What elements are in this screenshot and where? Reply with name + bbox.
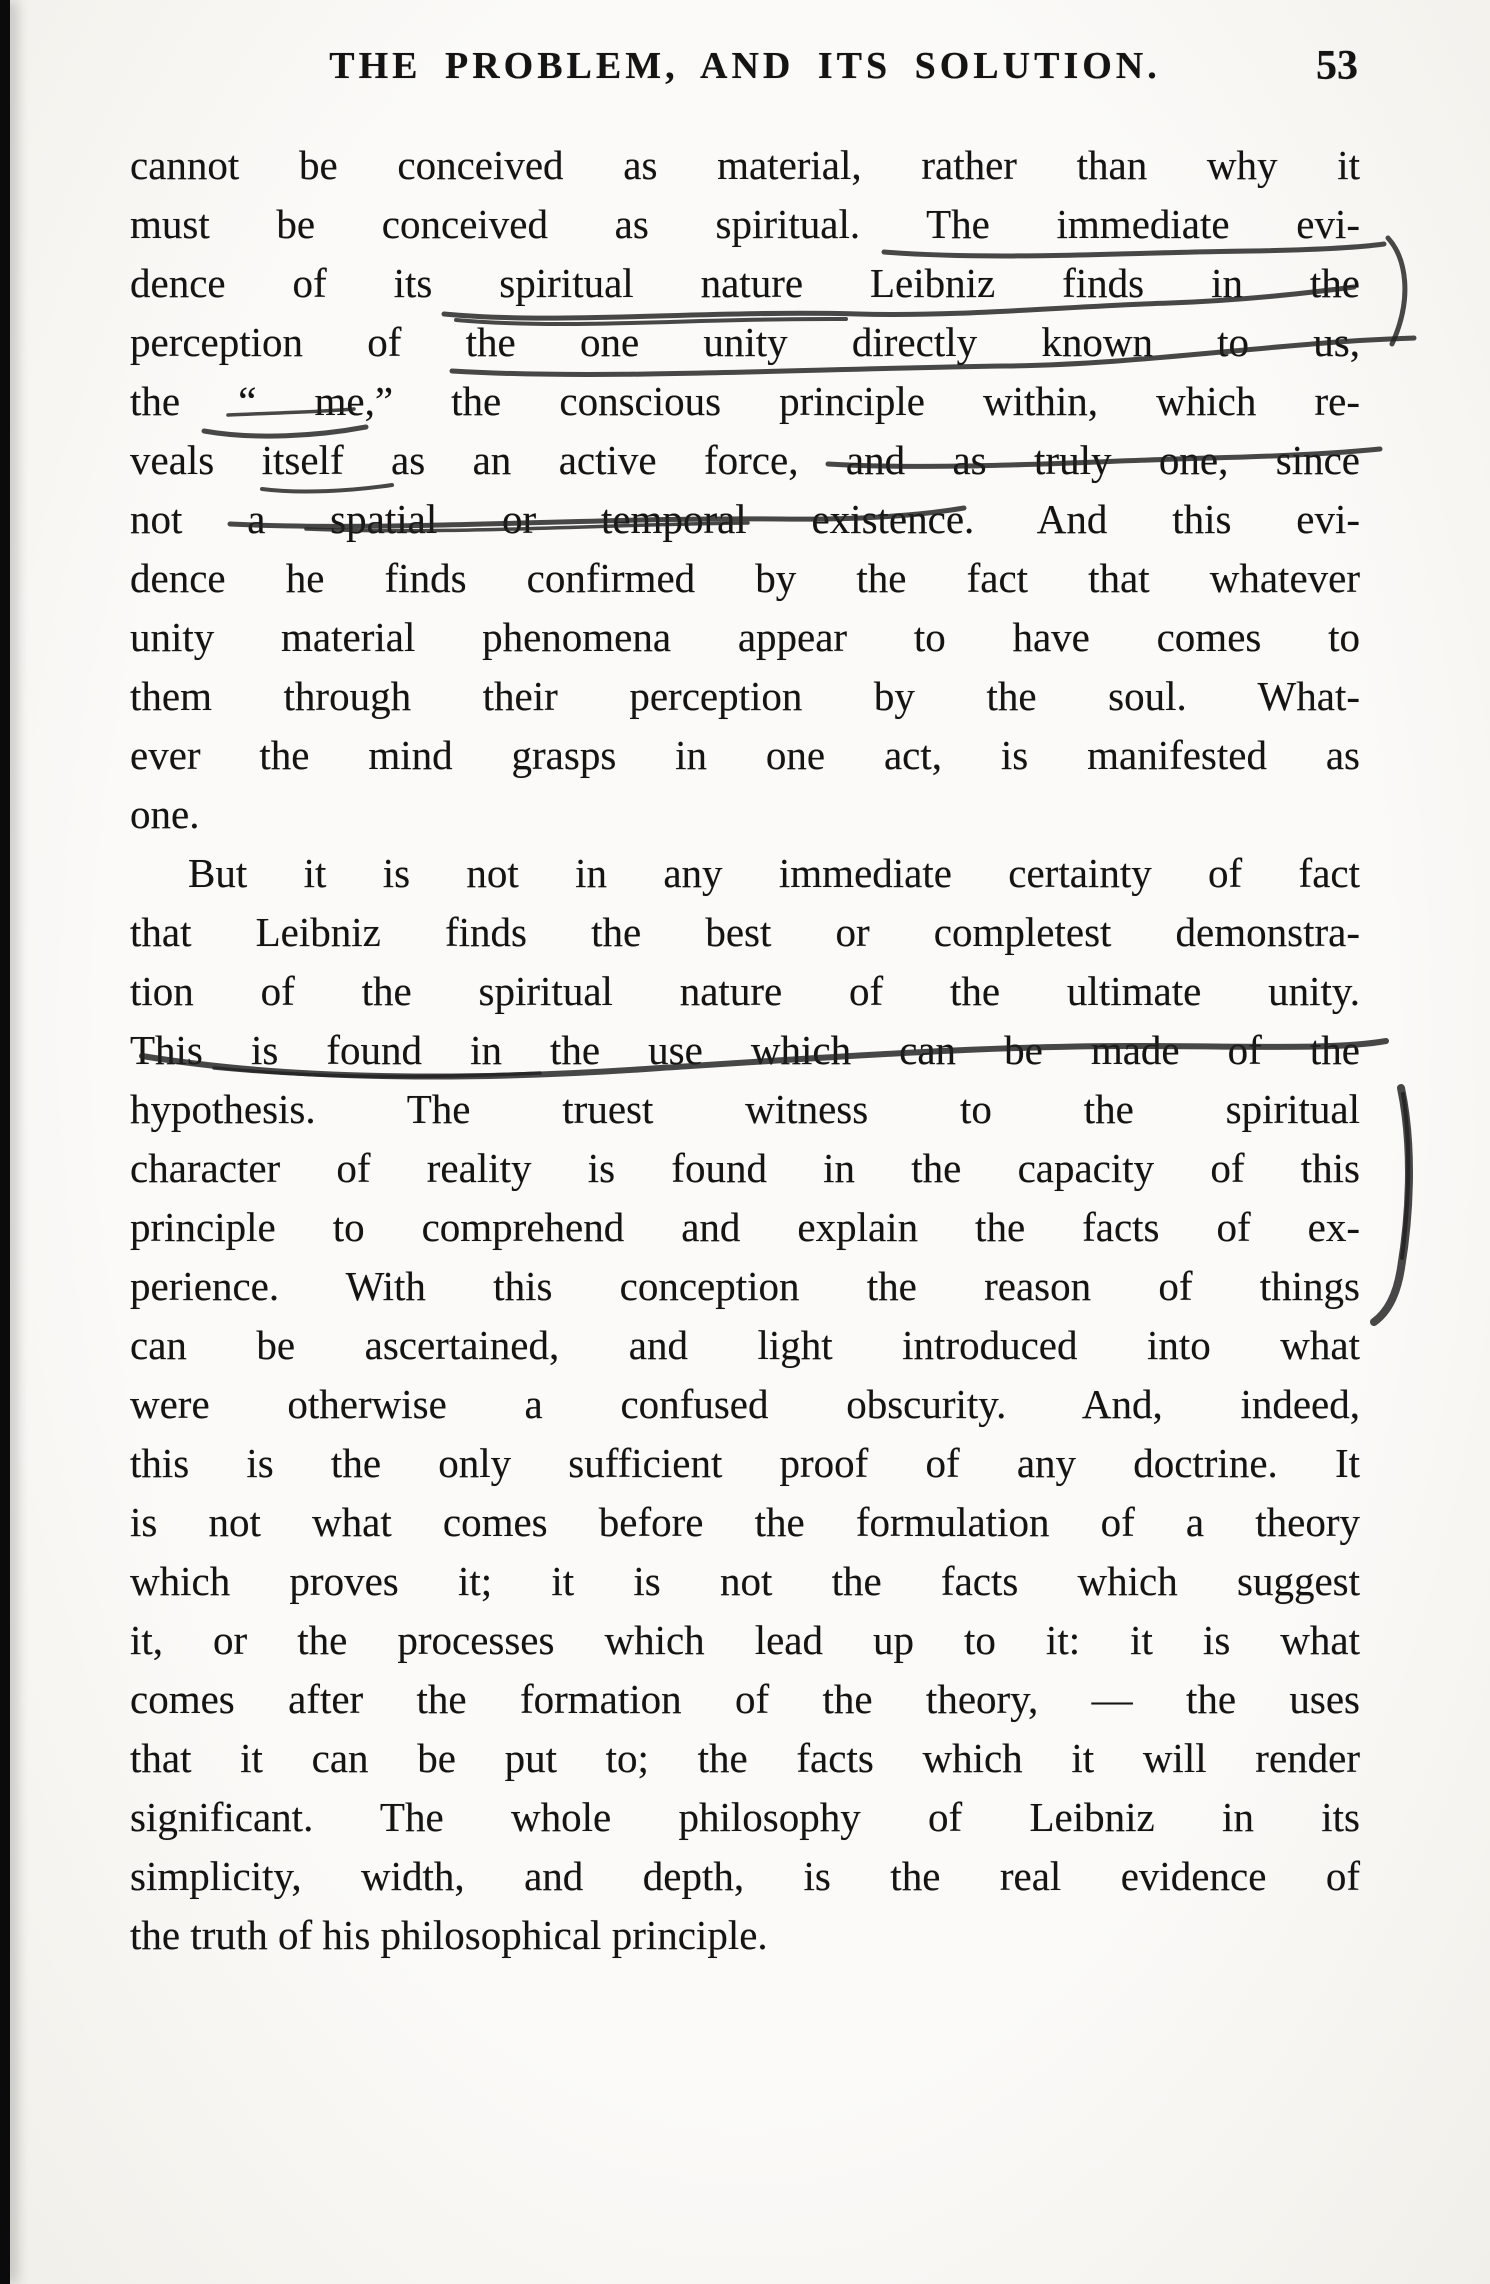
text-line: principle to comprehend and explain the facts of ex-: [130, 1204, 1360, 1250]
text-line: that it can be put to; the facts which it will render: [130, 1735, 1360, 1781]
page-number: 53: [1316, 43, 1358, 89]
text-line: cannot be conceived as material, rather than why it: [130, 142, 1360, 188]
text-line: the truth of his philosophical principle.: [130, 1912, 768, 1958]
text-line: can be ascertained, and light introduced into what: [130, 1322, 1360, 1368]
text-line: one.: [130, 791, 200, 837]
text-line: not a spatial or temporal existence. And this evi-: [130, 496, 1360, 542]
running-title: THE PROBLEM, AND ITS SOLUTION.: [329, 45, 1161, 87]
paragraph-1: [130, 136, 1360, 844]
text-line: hypothesis. The truest witness to the spiritual: [130, 1086, 1360, 1132]
text-line: is not what comes before the formulation of a theory: [130, 1499, 1360, 1545]
text-block: [130, 136, 1360, 1965]
text-line: the “ me,” the conscious principle within, which re-: [130, 378, 1360, 424]
text-line: that Leibniz finds the best or completest demonstra-: [130, 909, 1360, 955]
text-line: tion of the spiritual nature of the ultimate unity.: [130, 968, 1360, 1014]
right-margin-bracket-ink: [1388, 238, 1405, 344]
text-line: simplicity, width, and depth, is the real evidence of: [130, 1853, 1360, 1899]
text-line: ever the mind grasps in one act, is manifested as: [130, 732, 1360, 778]
paragraph-2: [130, 844, 1360, 1965]
text-line: veals itself as an active force, and as truly one, since: [130, 437, 1360, 483]
text-line: comes after the formation of the theory, — the uses: [130, 1676, 1360, 1722]
right-margin-line-core-ink: [1402, 1094, 1408, 1258]
text-line: This is found in the use which can be made of the: [130, 1027, 1360, 1073]
text-line: must be conceived as spiritual. The immediate evi-: [130, 201, 1360, 247]
text-line: unity material phenomena appear to have comes to: [130, 614, 1360, 660]
text-line: which proves it; it is not the facts which suggest: [130, 1558, 1360, 1604]
text-line: character of reality is found in the capacity of this: [130, 1145, 1360, 1191]
text-line: But it is not in any immediate certainty of fact: [188, 850, 1360, 896]
text-line: dence of its spiritual nature Leibniz finds in the: [130, 260, 1360, 306]
page-header: [130, 44, 1360, 96]
text-line: perception of the one unity directly known to us,: [130, 319, 1360, 365]
text-line: perience. With this conception the reason of things: [130, 1263, 1360, 1309]
text-line: them through their perception by the soul. What-: [130, 673, 1360, 719]
text-line: were otherwise a confused obscurity. And, indeed,: [130, 1381, 1360, 1427]
scan-edge-left: [0, 0, 10, 2284]
text-line: it, or the processes which lead up to it: it is what: [130, 1617, 1360, 1663]
right-margin-line-ink: [1374, 1088, 1409, 1322]
text-line: this is the only sufficient proof of any doctrine. It: [130, 1440, 1360, 1486]
text-line: dence he finds confirmed by the fact that whatever: [130, 555, 1360, 601]
text-line: significant. The whole philosophy of Leibniz in its: [130, 1794, 1360, 1840]
